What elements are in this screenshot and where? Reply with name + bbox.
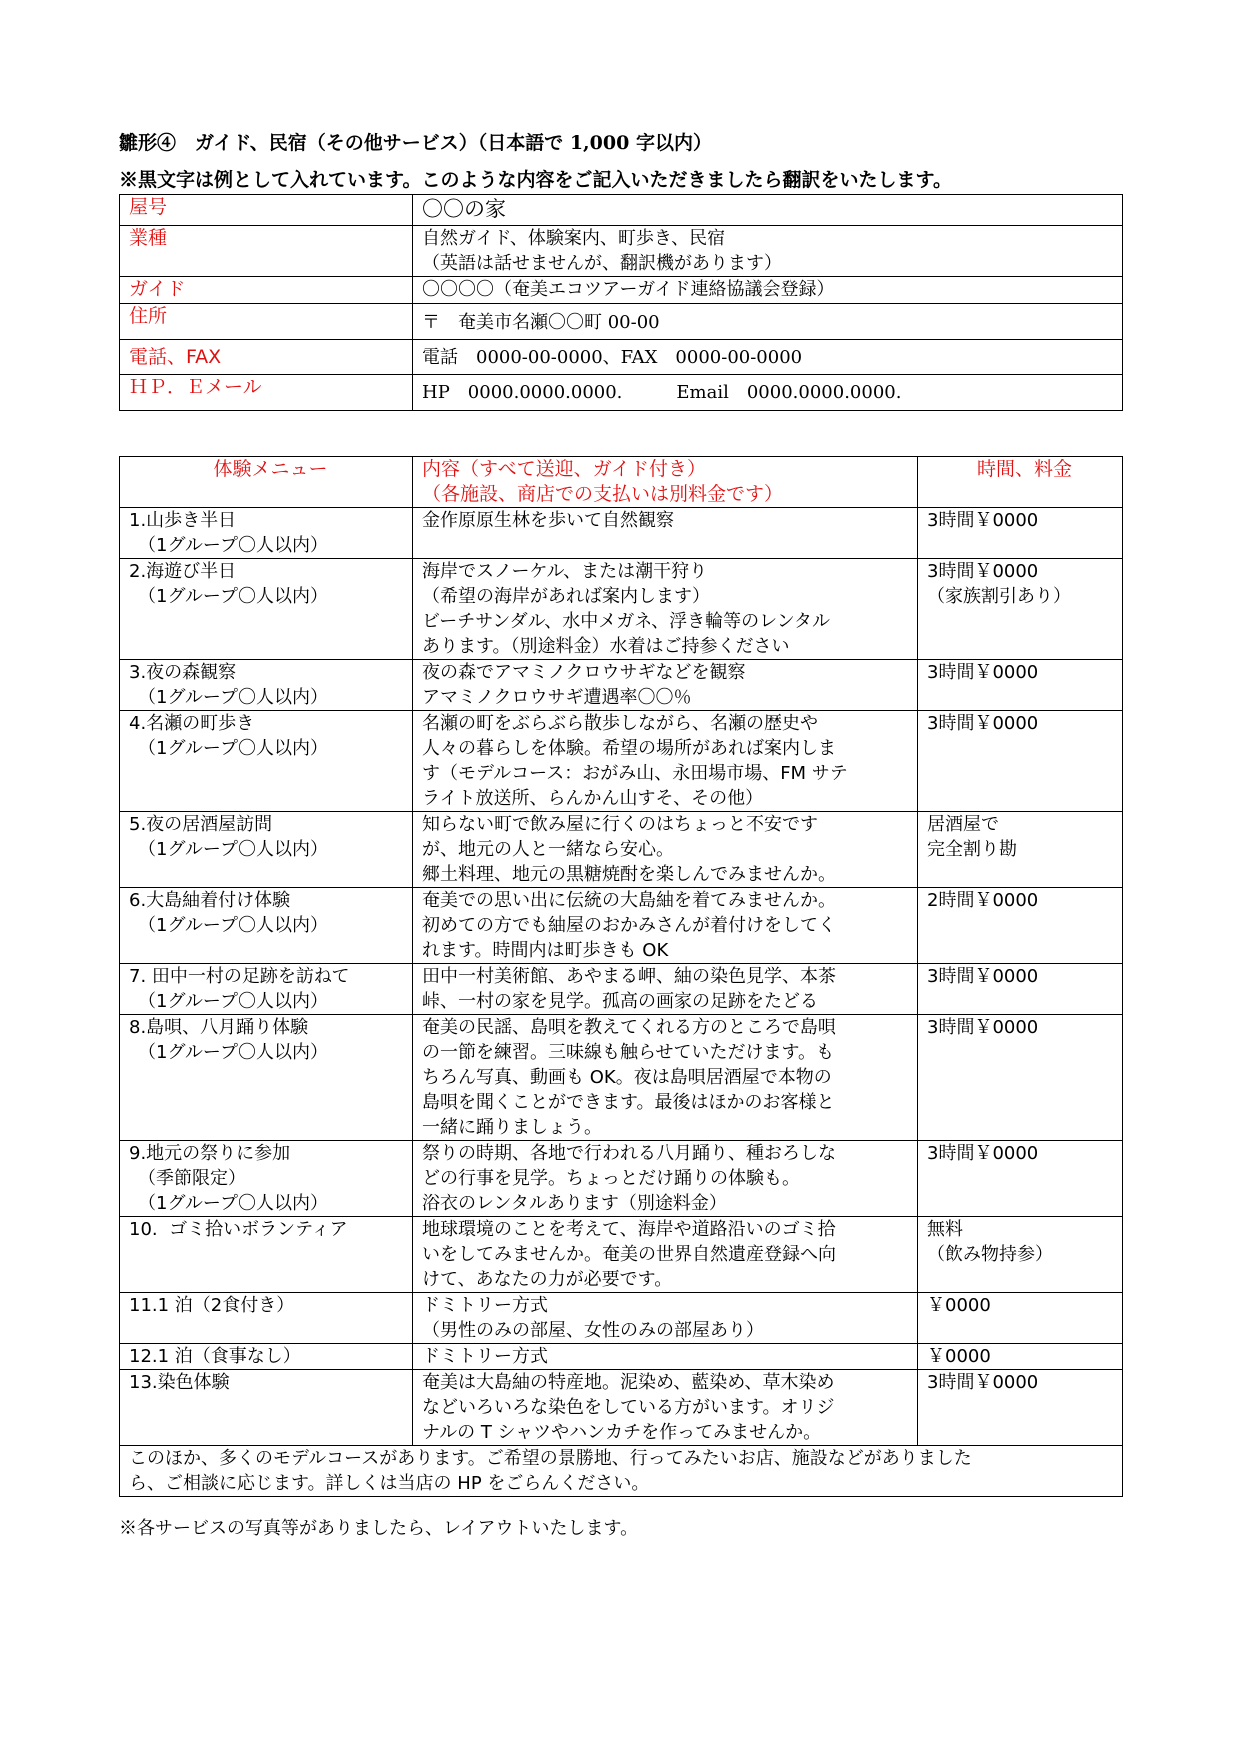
menu-price-cell xyxy=(918,1370,1123,1446)
menu-name-cell xyxy=(120,888,413,964)
document-title: 雛形④ ガイド、民宿（その他サービス）（日本語で 1,000 字以内） xyxy=(119,132,712,154)
menu-content-cell xyxy=(413,1293,918,1344)
menu-name-cell xyxy=(120,812,413,888)
menu-content-line: ドミトリー方式 xyxy=(422,1295,548,1316)
menu-content-line: が、地元の人と一緒なら安心。 xyxy=(422,839,674,860)
gyoshu-value xyxy=(413,226,1123,277)
menu-content-line: の一節を練習。三味線も触らせていただけます。も xyxy=(422,1042,835,1063)
menu-content-line: 奄美での思い出に伝統の大島紬を着てみませんか。 xyxy=(422,890,836,911)
gyoshu-value-line: 自然ガイド、体験案内、町歩き、民宿 xyxy=(422,228,726,249)
menu-name-line: 1.山歩き半日 xyxy=(129,510,237,531)
menu-content-cell xyxy=(413,964,918,1015)
menu-price-line: 3時間￥0000 xyxy=(927,713,1039,734)
menu-name-line: 12.1 泊（食事なし） xyxy=(129,1346,301,1367)
yago-value: 〇〇の家 xyxy=(413,195,1123,226)
menu-content-line: 知らない町で飲み屋に行くのはちょっと不安です xyxy=(422,814,818,835)
menu-price-cell xyxy=(918,1293,1123,1344)
menu-content-line: （男性のみの部屋、女性のみの部屋あり） xyxy=(422,1320,764,1341)
menu-price-cell xyxy=(918,964,1123,1015)
menu-name-cell xyxy=(120,1344,413,1370)
menu-price-cell xyxy=(918,559,1123,660)
menu-name-line: 4.名瀬の町歩き xyxy=(129,713,255,734)
menu-price-cell xyxy=(918,1344,1123,1370)
menu-name-line: （1グループ〇人以内） xyxy=(129,1042,329,1063)
menu-price-line: ￥0000 xyxy=(927,1346,991,1367)
info-row-gyoshu xyxy=(120,226,1123,277)
menu-content-line: 人々の暮らしを体験。希望の場所があれば案内しま xyxy=(422,738,836,759)
menu-name-line: （1グループ〇人以内） xyxy=(129,687,329,708)
menu-name-cell xyxy=(120,1217,413,1293)
menu-content-line: 初めての方でも紬屋のおかみさんが着付けをしてく xyxy=(422,915,836,936)
col-header-content-line: （各施設、商店での支払いは別料金です） xyxy=(422,483,784,505)
menu-price-line: 完全割り勘 xyxy=(927,839,1017,860)
menu-row xyxy=(120,559,1123,660)
menu-name-line: （1グループ〇人以内） xyxy=(129,535,329,556)
menu-name-line: 7. 田中一村の足跡を訪ねて xyxy=(129,966,350,987)
info-row-guide xyxy=(120,277,1123,304)
menu-content-cell xyxy=(413,1015,918,1141)
menu-content-line: す（モデルコース：おがみ山、永田場市場、FM サテ xyxy=(422,763,848,784)
menu-content-line: （希望の海岸があれば案内します） xyxy=(422,586,710,607)
hp-value: HP 0000.0000.0000. Email 0000.0000.0000. xyxy=(413,375,1123,411)
experience-menu-table xyxy=(119,456,1123,1497)
menu-content-line: あります。（別途料金）水着はご持参ください xyxy=(422,636,790,657)
phone-label: 電話、FAX xyxy=(120,340,413,375)
menu-price-cell xyxy=(918,888,1123,964)
menu-content-line: 奄美の民謡、島唄を教えてくれる方のところで島唄 xyxy=(422,1017,836,1038)
menu-name-line: 2.海遊び半日 xyxy=(129,561,237,582)
menu-content-cell xyxy=(413,711,918,812)
menu-name-line: 5.夜の居酒屋訪問 xyxy=(129,814,273,835)
menu-name-line: （1グループ〇人以内） xyxy=(129,991,329,1012)
menu-content-line: 夜の森でアマミノクロウサギなどを観察 xyxy=(422,662,746,683)
menu-content-cell xyxy=(413,1344,918,1370)
menu-row xyxy=(120,660,1123,711)
menu-row xyxy=(120,1217,1123,1293)
menu-name-line: 10. ゴミ拾いボランティア xyxy=(129,1219,348,1240)
menu-name-line: （1グループ〇人以内） xyxy=(129,738,329,759)
menu-content-cell xyxy=(413,559,918,660)
menu-name-cell xyxy=(120,559,413,660)
menu-price-cell xyxy=(918,508,1123,559)
guide-value: 〇〇〇〇（奄美エコツアーガイド連絡協議会登録） xyxy=(413,277,1123,304)
menu-name-cell xyxy=(120,508,413,559)
menu-name-line: 8.島唄、八月踊り体験 xyxy=(129,1017,309,1038)
menu-name-cell xyxy=(120,1015,413,1141)
menu-name-cell xyxy=(120,711,413,812)
col-header-menu: 体験メニュー xyxy=(120,457,413,508)
hp-label: ＨＰ．Ｅメール xyxy=(120,375,413,411)
menu-content-line: いをしてみませんか。奄美の世界自然遺産登録へ向 xyxy=(422,1244,836,1265)
menu-price-cell xyxy=(918,711,1123,812)
menu-content-line: けて、あなたの力が必要です。 xyxy=(422,1269,673,1290)
menu-content-line: ちろん写真、動画も OK。夜は島唄居酒屋で本物の xyxy=(422,1067,832,1088)
menu-row xyxy=(120,1141,1123,1217)
info-row-phone xyxy=(120,340,1123,375)
menu-content-line: 郷土料理、地元の黒糖焼酎を楽しんでみませんか。 xyxy=(422,864,836,885)
menu-name-line: （1グループ〇人以内） xyxy=(129,915,329,936)
menu-footer-line: このほか、多くのモデルコースがあります。ご希望の景勝地、行ってみたいお店、施設などがありました xyxy=(129,1448,972,1469)
menu-content-line: アマミノクロウサギ遭遇率〇〇％ xyxy=(422,687,692,708)
gyoshu-value-line: （英語は話せませんが、翻訳機があります） xyxy=(422,253,782,274)
menu-price-line: 3時間￥0000 xyxy=(927,510,1039,531)
menu-content-line: 祭りの時期、各地で行われる八月踊り、種おろしな xyxy=(422,1143,836,1164)
menu-name-cell xyxy=(120,964,413,1015)
menu-footer-note xyxy=(120,1446,1123,1497)
menu-name-line: （1グループ〇人以内） xyxy=(129,839,329,860)
menu-name-line: 11.1 泊（2食付き） xyxy=(129,1295,295,1316)
menu-price-line: 2時間￥0000 xyxy=(927,890,1039,911)
menu-name-cell xyxy=(120,1370,413,1446)
menu-content-line: 名瀬の町をぶらぶら散歩しながら、名瀬の歴史や xyxy=(422,713,818,734)
menu-content-line: 地球環境のことを考えて、海岸や道路沿いのゴミ拾 xyxy=(422,1219,836,1240)
address-value: 〒 奄美市名瀬〇〇町 00-00 xyxy=(413,304,1123,340)
menu-row xyxy=(120,508,1123,559)
menu-row xyxy=(120,812,1123,888)
menu-name-line: 6.大島紬着付け体験 xyxy=(129,890,291,911)
menu-row xyxy=(120,711,1123,812)
menu-content-cell xyxy=(413,888,918,964)
menu-content-line: ビーチサンダル、水中メガネ、浮き輪等のレンタル xyxy=(422,611,830,632)
info-row-address xyxy=(120,304,1123,340)
menu-content-line: 田中一村美術館、あやまる岬、紬の染色見学、本茶 xyxy=(422,966,836,987)
menu-price-line: 3時間￥0000 xyxy=(927,1017,1039,1038)
col-header-content-line: 内容（すべて送迎、ガイド付き） xyxy=(422,458,707,480)
menu-content-line: ナルの T シャツやハンカチを作ってみませんか。 xyxy=(422,1422,822,1443)
menu-content-line: 金作原原生林を歩いて自然観察 xyxy=(422,510,674,531)
menu-price-line: 3時間￥0000 xyxy=(927,662,1039,683)
menu-name-cell xyxy=(120,1293,413,1344)
phone-value: 電話 0000-00-0000、FAX 0000-00-0000 xyxy=(413,340,1123,375)
menu-content-cell xyxy=(413,508,918,559)
business-info-table xyxy=(119,194,1123,411)
col-header-content xyxy=(413,457,918,508)
menu-content-line: 奄美は大島紬の特産地。泥染め、藍染め、草木染め xyxy=(422,1372,835,1393)
col-header-price: 時間、料金 xyxy=(918,457,1123,508)
menu-content-line: れます。時間内は町歩きも OK xyxy=(422,940,669,961)
menu-price-line: （家族割引あり） xyxy=(927,586,1071,607)
document-note: ※黒文字は例として入れています。このような内容をご記入いただきましたら翻訳をいたします。 xyxy=(119,169,952,191)
menu-content-cell xyxy=(413,660,918,711)
menu-content-line: どの行事を見学。ちょっとだけ踊りの体験も。 xyxy=(422,1168,800,1189)
menu-row xyxy=(120,888,1123,964)
menu-price-cell xyxy=(918,1015,1123,1141)
menu-content-line: ドミトリー方式 xyxy=(422,1346,548,1367)
address-label: 住所 xyxy=(120,304,413,340)
yago-label: 屋号 xyxy=(120,195,413,226)
menu-content-cell xyxy=(413,1141,918,1217)
menu-price-line: 居酒屋で xyxy=(927,814,999,835)
menu-row xyxy=(120,1015,1123,1141)
menu-name-line: （1グループ〇人以内） xyxy=(129,1193,329,1214)
menu-name-line: 13.染色体験 xyxy=(129,1372,230,1393)
menu-row xyxy=(120,1370,1123,1446)
menu-price-line: 無料 xyxy=(927,1219,963,1240)
menu-name-line: 9.地元の祭りに参加 xyxy=(129,1143,291,1164)
info-row-yago xyxy=(120,195,1123,226)
menu-price-line: 3時間￥0000 xyxy=(927,1372,1039,1393)
menu-footer-line: ら、ご相談に応じます。詳しくは当店の HP をごらんください。 xyxy=(129,1473,650,1494)
menu-name-cell xyxy=(120,660,413,711)
menu-content-cell xyxy=(413,812,918,888)
menu-header-row xyxy=(120,457,1123,508)
menu-row xyxy=(120,1344,1123,1370)
guide-label: ガイド xyxy=(120,277,413,304)
menu-name-line: （1グループ〇人以内） xyxy=(129,586,329,607)
menu-footer-row xyxy=(120,1446,1123,1497)
menu-price-cell xyxy=(918,812,1123,888)
menu-name-line: 3.夜の森観察 xyxy=(129,662,237,683)
menu-price-cell xyxy=(918,1217,1123,1293)
gyoshu-label: 業種 xyxy=(120,226,413,277)
menu-content-line: 島唄を聞くことができます。最後はほかのお客様と xyxy=(422,1092,835,1113)
menu-content-line: 一緒に踊りましょう。 xyxy=(422,1117,602,1138)
info-row-hp xyxy=(120,375,1123,411)
footnote: ※各サービスの写真等がありましたら、レイアウトいたします。 xyxy=(119,1518,639,1539)
menu-price-line: 3時間￥0000 xyxy=(927,966,1039,987)
menu-price-cell xyxy=(918,660,1123,711)
menu-content-cell xyxy=(413,1217,918,1293)
menu-content-line: ライト放送所、らんかん山すそ、その他） xyxy=(422,788,764,809)
menu-row xyxy=(120,1293,1123,1344)
menu-name-line: （季節限定） xyxy=(129,1168,246,1189)
menu-content-line: 海岸でスノーケル、または潮干狩り xyxy=(422,561,708,582)
menu-content-line: 峠、一村の家を見学。孤高の画家の足跡をたどる xyxy=(422,991,818,1012)
menu-name-cell xyxy=(120,1141,413,1217)
menu-row xyxy=(120,964,1123,1015)
menu-price-line: （飲み物持参） xyxy=(927,1244,1053,1265)
menu-price-line: 3時間￥0000 xyxy=(927,561,1039,582)
menu-price-line: ￥0000 xyxy=(927,1295,991,1316)
menu-price-line: 3時間￥0000 xyxy=(927,1143,1039,1164)
menu-content-line: 浴衣のレンタルあります（別途料金） xyxy=(422,1193,727,1214)
menu-content-cell xyxy=(413,1370,918,1446)
menu-price-cell xyxy=(918,1141,1123,1217)
menu-content-line: などいろいろな染色をしている方がいます。オリジ xyxy=(422,1397,835,1418)
